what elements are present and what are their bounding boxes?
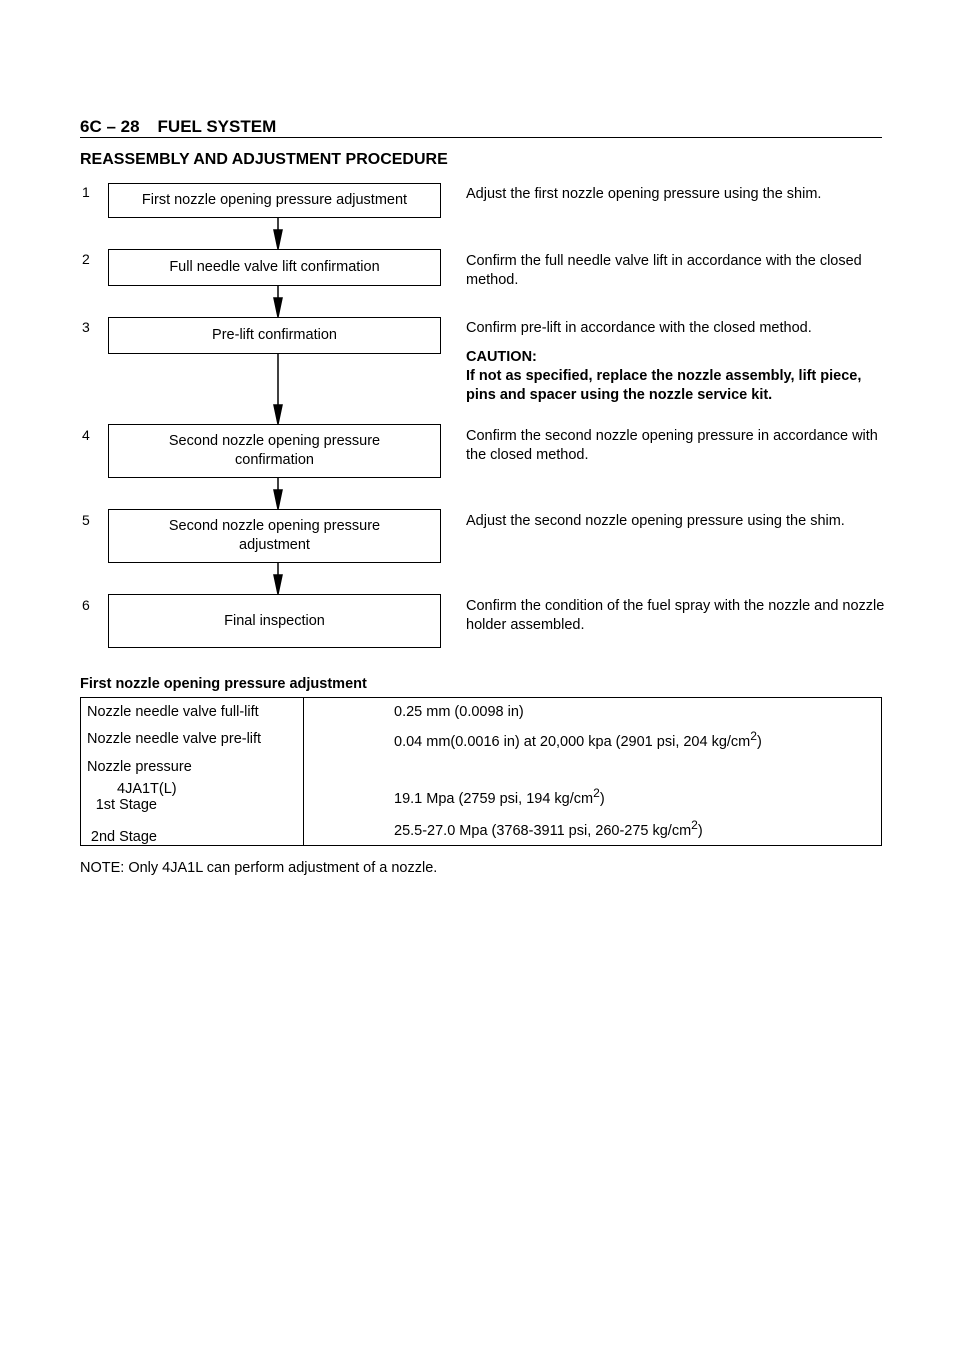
spec-label-cell — [81, 813, 304, 846]
spec-table — [80, 697, 882, 846]
section-number: 6C – 28 — [80, 117, 140, 136]
engine-model: 4JA1T(L) — [117, 780, 177, 797]
step-description: Confirm the full needle valve lift in accordance with the closed method. — [466, 253, 862, 288]
step-number: 4 — [82, 427, 90, 443]
table-row — [81, 781, 882, 813]
step-description: Adjust the second nozzle opening pressure using the shim. — [466, 513, 845, 529]
spec-label-cell — [81, 781, 304, 813]
step-number: 2 — [82, 251, 90, 267]
flow-arrowhead — [274, 230, 282, 249]
flow-box-second-nozzle-adjustment: Second nozzle opening pressure adjustment — [108, 509, 441, 563]
note-text: NOTE: Only 4JA1L can perform adjustment of a nozzle. — [80, 860, 438, 876]
table-row — [81, 698, 882, 726]
spec-value: 0.04 mm(0.0016 in) at 20,000 kpa (2901 psi, 204 kg/cm — [394, 733, 751, 750]
section-title: FUEL SYSTEM — [157, 117, 277, 136]
step-number: 3 — [82, 319, 90, 335]
stage-label: 1st Stage — [95, 796, 157, 813]
step-description: Adjust the first nozzle opening pressure using the shim. — [466, 186, 822, 202]
spec-value-suffix: ) — [599, 790, 605, 807]
table-row — [81, 813, 882, 846]
spec-value: 19.1 Mpa (2759 psi, 194 kg/cm — [394, 790, 594, 807]
spec-superscript: 2 — [750, 728, 757, 743]
stage-label: 2nd Stage — [90, 828, 157, 845]
flow-box-second-nozzle-confirmation: Second nozzle opening pressure confirmation — [108, 424, 441, 478]
flow-box-first-nozzle-adjustment: First nozzle opening pressure adjustment — [108, 183, 441, 218]
spec-value-cell — [304, 726, 882, 754]
spec-value-suffix: ) — [697, 822, 703, 839]
spec-value-suffix: ) — [756, 733, 762, 750]
step-number: 5 — [82, 512, 90, 528]
spec-label: Nozzle pressure — [81, 753, 304, 781]
spec-superscript: 2 — [691, 818, 698, 833]
spec-superscript: 2 — [593, 786, 600, 801]
flow-box-pre-lift: Pre-lift confirmation — [108, 317, 441, 354]
spec-value: 0.25 mm (0.0098 in) — [394, 703, 524, 720]
procedure-title: REASSEMBLY AND ADJUSTMENT PROCEDURE — [80, 151, 448, 168]
flow-box-final-inspection: Final inspection — [108, 594, 441, 648]
caution-label: CAUTION: — [466, 349, 537, 365]
spec-value: 25.5-27.0 Mpa (3768-3911 psi, 260-275 kg/cm — [394, 822, 692, 839]
flow-arrowhead — [274, 298, 282, 317]
step-description: Confirm pre-lift in accordance with the closed method. — [466, 320, 812, 336]
table-row — [81, 726, 882, 754]
step-description: Confirm the second nozzle opening pressure in accordance with the closed method. — [466, 428, 878, 463]
spec-value — [304, 753, 882, 781]
step-number: 6 — [82, 597, 90, 613]
step-description: Confirm the condition of the fuel spray with the nozzle and nozzle holder assembled. — [466, 598, 885, 633]
spec-table-title: First nozzle opening pressure adjustment — [80, 676, 367, 692]
flow-box-full-needle-lift: Full needle valve lift confirmation — [108, 249, 441, 286]
step-number: 1 — [82, 184, 90, 200]
spec-label: Nozzle needle valve pre-lift — [81, 726, 304, 754]
flow-arrowhead — [274, 405, 282, 424]
flow-arrowhead — [274, 575, 282, 594]
flow-arrowhead — [274, 490, 282, 509]
table-row — [81, 753, 882, 781]
spec-value-cell — [304, 781, 882, 813]
spec-value-cell — [304, 813, 882, 846]
caution-text: If not as specified, replace the nozzle assembly, lift piece, pins and spacer using the nozzle service kit. — [466, 368, 862, 403]
spec-label: Nozzle needle valve full-lift — [81, 698, 304, 726]
